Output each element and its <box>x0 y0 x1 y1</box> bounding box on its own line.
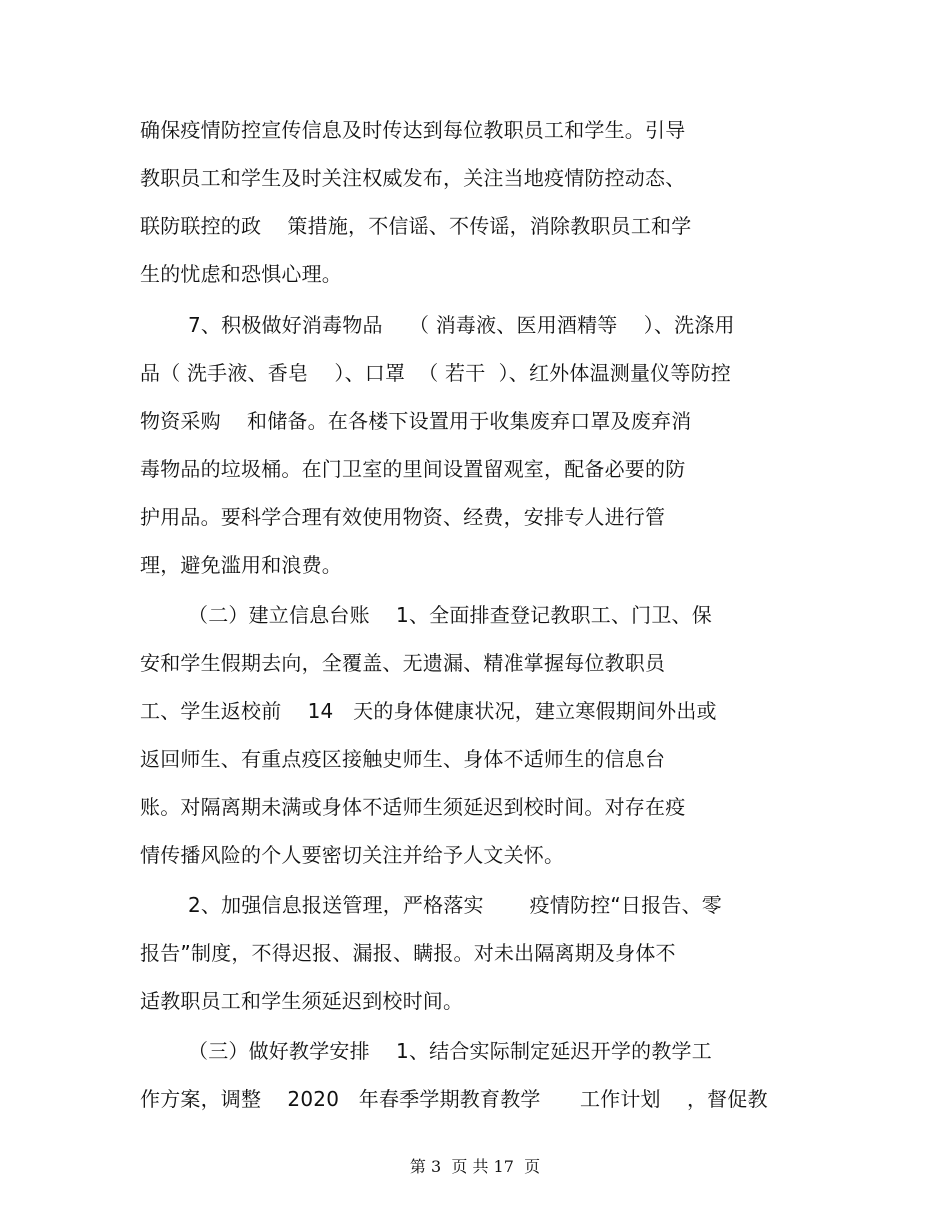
text-line: 报告”制度，不得迟报、漏报、瞒报。对未出隔离期及身体不 <box>140 941 676 965</box>
paragraph-start-line: 2、加强信息报送管理，严格落实 疫情防控“日报告、零 <box>188 893 722 917</box>
text-line: 工、学生返校前 14 天的身体健康状况，建立寒假期间外出或 <box>140 699 717 723</box>
text-line: 联防联控的政 策措施，不信谣、不传谣，消除教职员工和学 <box>140 214 692 238</box>
text-line: 品（ 洗手液、香皂 ）、口罩 （ 若干 ）、红外体温测量仪等防控 <box>140 361 731 385</box>
text-line: 教职员工和学生及时关注权威发布，关注当地疫情防控动态、 <box>140 166 686 190</box>
text-line: 安和学生假期去向，全覆盖、无遗漏、精准掌握每位教职员 <box>140 651 666 675</box>
section-heading-line: （二）建立信息台账 1、全面排查登记教职工、门卫、保 <box>188 603 712 627</box>
page-number-footer: 第 3 页 共 17 页 <box>409 1157 541 1176</box>
text-line: 物资采购 和储备。在各楼下设置用于收集废弃口罩及废弃消 <box>140 409 692 433</box>
text-line: 理，避免滥用和浪费。 <box>140 553 342 577</box>
text-line: 护用品。要科学合理有效使用物资、经费，安排专人进行管 <box>140 505 666 529</box>
section-heading-line: （三）做好教学安排 1、结合实际制定延迟开学的教学工 <box>188 1039 712 1063</box>
text-line: 情传播风险的个人要密切关注并给予人文关怀。 <box>140 843 565 867</box>
text-line: 返回师生、有重点疫区接触史师生、身体不适师生的信息台 <box>140 747 666 771</box>
text-line: 确保疫情防控宣传信息及时传达到每位教职员工和学生。引导 <box>140 118 686 142</box>
paragraph-start-line: 7、积极做好消毒物品 （ 消毒液、医用酒精等 ）、洗涤用 <box>188 313 735 337</box>
text-line: 作方案，调整 2020 年春季学期教育教学 工作计划 ，督促教 <box>140 1087 768 1111</box>
text-line: 毒物品的垃圾桶。在门卫室的里间设置留观室，配备必要的防 <box>140 457 686 481</box>
text-line: 账。对隔离期未满或身体不适师生须延迟到校时间。对存在疫 <box>140 795 686 819</box>
text-line: 适教职员工和学生须延迟到校时间。 <box>140 989 464 1013</box>
text-line: 生的忧虑和恐惧心理。 <box>140 262 342 286</box>
